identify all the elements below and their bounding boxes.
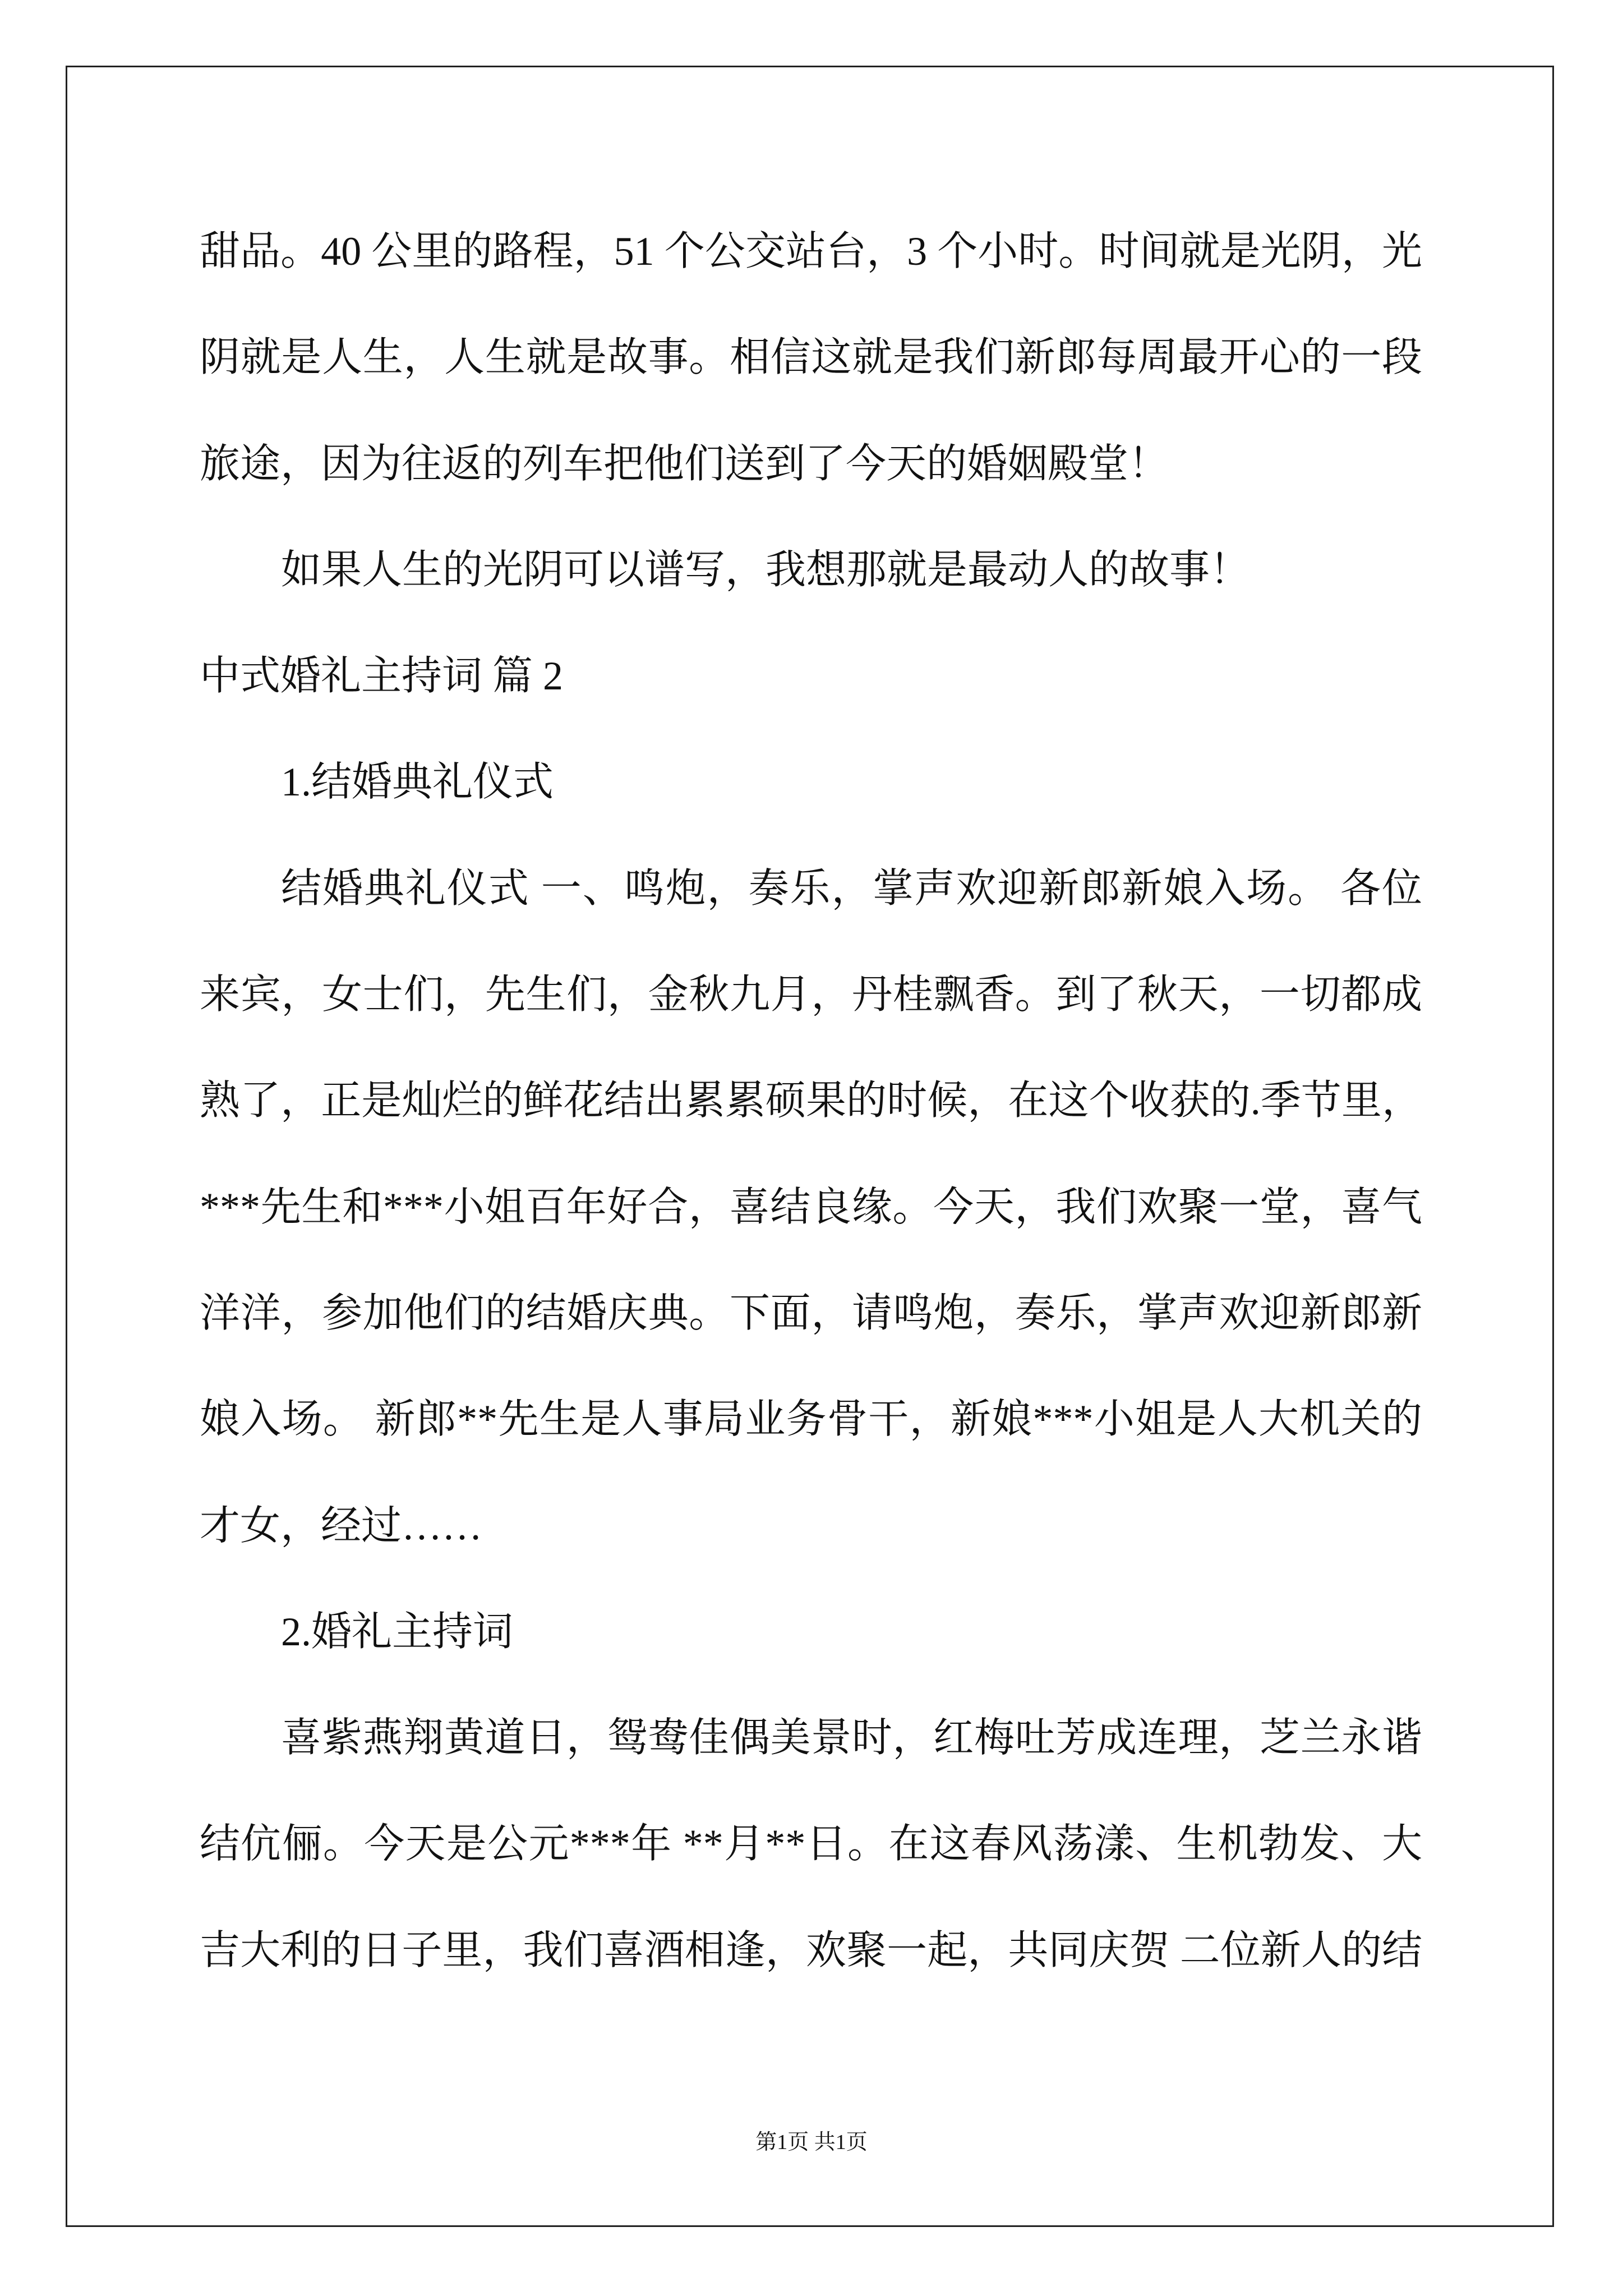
text-line: 结伉俪。今天是公元***年 **月**日。在这春风荡漾、生机勃发、大: [200, 1821, 1422, 1867]
text-line: 吉大利的日子里，我们喜酒相逢，欢聚一起，共同庆贺 二位新人的结: [200, 1927, 1422, 1973]
text-line: 阴就是人生，人生就是故事。相信这就是我们新郎每周最开心的一段: [200, 335, 1422, 380]
text-line: 来宾，女士们，先生们，金秋九月，丹桂飘香。到了秋天，一切都成: [200, 972, 1422, 1018]
subsection: [200, 1579, 1422, 2004]
text-line: 结婚典礼仪式 一、鸣炮，奏乐，掌声欢迎新郎新娘入场。 各位: [281, 866, 1422, 911]
text-line: 旅途，因为往返的列车把他们送到了今天的婚姻殿堂！: [200, 441, 1169, 486]
subsection: [200, 729, 1422, 1579]
page-number-footer: 第1页 共1页: [755, 2131, 868, 2154]
text-line: 喜紫燕翔黄道日，鸳鸯佳偶美景时，红梅吐芳成连理，芝兰永谐: [281, 1715, 1422, 1761]
text-line: 娘入场。 新郎**先生是人事局业务骨干，新娘***小姐是人大机关的: [200, 1397, 1422, 1442]
paragraph: [200, 836, 1422, 1579]
text-line: 熟了，正是灿烂的鲜花结出累累硕果的时候，在这个收获的.季节里，: [200, 1078, 1422, 1124]
paragraph: [200, 1685, 1422, 2004]
subsection-heading: 1.结婚典礼仪式: [281, 760, 554, 805]
section-title: 中式婚礼主持词 篇 2: [200, 654, 564, 699]
document-body: [200, 199, 1422, 2004]
paragraph: [200, 517, 1422, 623]
text-line: 甜品。40 公里的路程，51 个公交站台，3 个小时。时间就是光阴，光: [200, 229, 1422, 274]
subsection-heading: 2.婚礼主持词: [281, 1609, 514, 1654]
text-line: 才女，经过……: [200, 1503, 483, 1548]
paragraph: [200, 199, 1422, 517]
text-line: 洋洋，参加他们的结婚庆典。下面，请鸣炮，奏乐，掌声欢迎新郎新: [200, 1290, 1422, 1336]
text-line: 如果人生的光阴可以谱写，我想那就是最动人的故事！: [281, 547, 1251, 592]
text-line: ***先生和***小姐百年好合，喜结良缘。今天，我们欢聚一堂，喜气: [200, 1184, 1422, 1230]
